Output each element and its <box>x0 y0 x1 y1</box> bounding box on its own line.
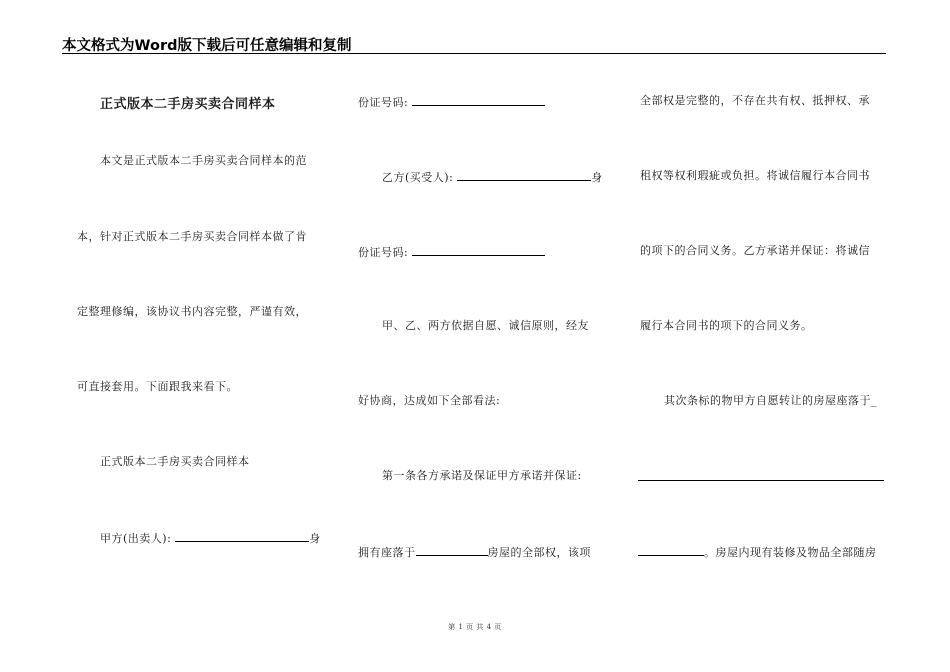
party-a-name-blank[interactable] <box>175 530 309 542</box>
fixtures-line <box>638 544 877 560</box>
contract-title: 正式版本二手房买卖合同样本 <box>100 97 276 112</box>
col1-line-5: 正式版本二手房买卖合同样本 <box>100 455 250 468</box>
property-location-line <box>358 544 591 560</box>
party-b-id-blank[interactable] <box>412 244 545 256</box>
party-b-id-label: 份证号码: <box>358 246 409 259</box>
party-b-label: 乙方(买受人): <box>382 171 454 184</box>
col1-line-2: 本，针对正式版本二手房买卖合同样本做了肯 <box>77 230 307 243</box>
page-number: 第 1 页 共 4 页 <box>448 623 502 631</box>
party-a-id-line <box>358 94 545 110</box>
party-a-suffix: 身 <box>309 532 321 545</box>
fixtures-text: 。房屋内现有装修及物品全部随房 <box>704 546 877 559</box>
col3-line-3: 的项下的合同义务。乙方承诺并保证：将诚信 <box>640 244 870 257</box>
col1-line-1: 本文是正式版本二手房买卖合同样本的范 <box>100 154 307 167</box>
col3-line-4: 履行本合同书的项下的合同义务。 <box>640 319 813 332</box>
header-divider <box>62 53 886 54</box>
col1-line-4: 可直接套用。下面跟我来看下。 <box>77 380 238 393</box>
article-2-heading: 其次条标的物甲方自愿转让的房屋座落于_ <box>664 394 877 407</box>
property-location-label: 拥有座落于 <box>358 546 416 559</box>
fixtures-blank[interactable] <box>638 544 704 556</box>
property-ownership-text: 房屋的全部权，该项 <box>487 546 591 559</box>
col2-line-4: 甲、乙、两方依据自愿、诚信原则，经友 <box>382 319 589 332</box>
party-a-id-label: 份证号码: <box>358 96 409 109</box>
party-a-label: 甲方(出卖人): <box>100 532 172 545</box>
document-header-title: 本文格式为Word版下载后可任意编辑和复制 <box>62 38 352 54</box>
article-1-heading: 第一条各方承诺及保证甲方承诺并保证: <box>382 469 582 482</box>
property-location-blank[interactable] <box>416 544 488 556</box>
party-b-line <box>382 169 603 185</box>
col1-line-3: 定整理修编，该协议书内容完整，严谨有效， <box>77 305 307 318</box>
transfer-address-blank[interactable] <box>638 469 884 481</box>
party-b-id-line <box>358 244 545 260</box>
party-b-suffix: 身 <box>591 171 603 184</box>
party-a-line <box>100 530 321 546</box>
party-a-id-blank[interactable] <box>412 94 545 106</box>
party-b-name-blank[interactable] <box>457 169 591 181</box>
col3-line-2: 租权等权利瑕疵或负担。将诚信履行本合同书 <box>640 169 870 182</box>
transfer-address-line <box>638 469 884 485</box>
col2-line-5: 好协商，达成如下全部看法: <box>358 394 501 407</box>
col3-line-1: 全部权是完整的，不存在共有权、抵押权、承 <box>640 94 870 107</box>
